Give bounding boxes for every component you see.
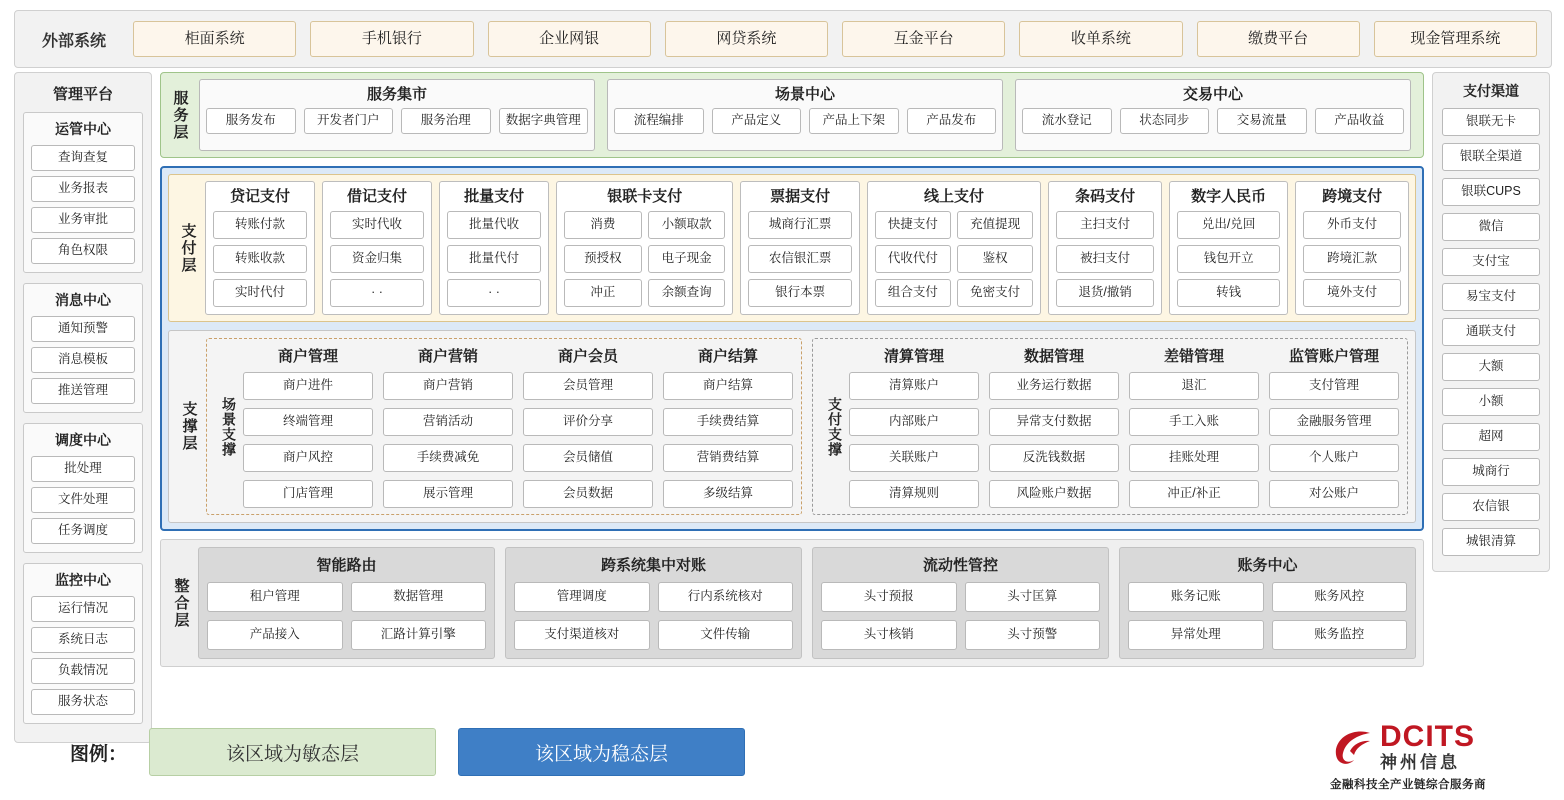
integration-item[interactable]: 汇路计算引擎: [351, 620, 487, 650]
payment-item[interactable]: 农信银汇票: [748, 245, 851, 273]
payment-item[interactable]: 转钱: [1177, 279, 1280, 307]
payment-item[interactable]: 跨境汇款: [1303, 245, 1401, 273]
integration-item[interactable]: 头寸预报: [821, 582, 957, 612]
payment-item[interactable]: 退货/撤销: [1056, 279, 1154, 307]
support-item[interactable]: 支付管理: [1269, 372, 1399, 400]
service-item[interactable]: 流水登记: [1022, 108, 1112, 134]
external-system-item[interactable]: 企业网银: [488, 21, 651, 57]
legend-agile-chip: 该区域为敏态层: [149, 728, 436, 776]
sidebar-group-monitor: [23, 563, 143, 724]
channel-item[interactable]: 银联全渠道: [1442, 143, 1540, 171]
payment-item[interactable]: 鉴权: [957, 245, 1033, 273]
management-platform-sidebar: [14, 72, 152, 743]
service-item[interactable]: 数据字典管理: [499, 108, 589, 134]
payment-channels-title: 支付渠道: [1463, 83, 1519, 99]
support-item[interactable]: 业务运行数据: [989, 372, 1119, 400]
external-systems-title: 外部系统: [41, 32, 106, 50]
group-title: 差错管理: [1163, 348, 1224, 365]
sidebar-item[interactable]: 消息模板: [31, 347, 135, 373]
support-item[interactable]: 展示管理: [383, 480, 513, 508]
group-title: 商户会员: [557, 348, 618, 365]
external-systems-list: [133, 21, 1551, 57]
sidebar-item[interactable]: 任务调度: [31, 518, 135, 544]
service-item[interactable]: 开发者门户: [304, 108, 394, 134]
group-title: 条码支付: [1075, 188, 1136, 205]
integration-item[interactable]: 头寸核销: [821, 620, 957, 650]
support-item[interactable]: 多级结算: [663, 480, 793, 508]
integration-item[interactable]: 账务记账: [1128, 582, 1264, 612]
payment-item[interactable]: 主扫支付: [1056, 211, 1154, 239]
integration-item[interactable]: 数据管理: [351, 582, 487, 612]
channel-item[interactable]: 易宝支付: [1442, 283, 1540, 311]
support-item[interactable]: 商户进件: [243, 372, 373, 400]
external-systems-bar: [14, 10, 1552, 68]
legend: [70, 728, 745, 776]
service-item[interactable]: 服务发布: [206, 108, 296, 134]
architecture-main: [160, 72, 1424, 667]
integration-group-accounting: [1119, 547, 1416, 659]
payment-group-debit: [322, 181, 432, 315]
channel-item[interactable]: 银联无卡: [1442, 108, 1540, 136]
service-layer-tag: 服务层: [171, 89, 189, 141]
sidebar-item[interactable]: 角色权限: [31, 238, 135, 264]
payment-item[interactable]: 实时代付: [213, 279, 307, 307]
payment-item[interactable]: 批量代付: [447, 245, 541, 273]
integration-item[interactable]: 产品接入: [207, 620, 343, 650]
payment-item[interactable]: 消费: [564, 211, 642, 239]
external-system-item[interactable]: 收单系统: [1019, 21, 1182, 57]
support-pane-tag: 场景支撑: [221, 396, 237, 457]
logo-cn-text: 神州信息: [1380, 753, 1460, 772]
support-item[interactable]: 金融服务管理: [1269, 408, 1399, 436]
service-item[interactable]: 服务治理: [401, 108, 491, 134]
channel-item[interactable]: 农信银: [1442, 493, 1540, 521]
support-item[interactable]: 挂账处理: [1129, 444, 1259, 472]
integration-item[interactable]: 行内系统核对: [658, 582, 794, 612]
support-group-regulatory-account: [1269, 345, 1399, 508]
channel-item[interactable]: 微信: [1442, 213, 1540, 241]
group-title: 服务集市: [366, 86, 427, 103]
group-title: 线上支付: [923, 188, 984, 205]
payment-item[interactable]: 预授权: [564, 245, 642, 273]
payment-item[interactable]: 转账付款: [213, 211, 307, 239]
sidebar-item[interactable]: 推送管理: [31, 378, 135, 404]
sidebar-group-operation: [23, 112, 143, 273]
support-item[interactable]: 评价分享: [523, 408, 653, 436]
group-title: 监管账户管理: [1288, 348, 1379, 365]
payment-item[interactable]: 转账收款: [213, 245, 307, 273]
support-item[interactable]: 商户营销: [383, 372, 513, 400]
sidebar-item[interactable]: 业务报表: [31, 176, 135, 202]
service-layer: [160, 72, 1424, 158]
group-title: 票据支付: [770, 188, 831, 205]
payment-item[interactable]: 充值提现: [957, 211, 1033, 239]
support-item[interactable]: 营销费结算: [663, 444, 793, 472]
integration-item[interactable]: 账务风控: [1272, 582, 1408, 612]
support-pane-tag: 支付支撑: [827, 396, 843, 457]
sidebar-item[interactable]: 批处理: [31, 456, 135, 482]
support-item[interactable]: 风险账户数据: [989, 480, 1119, 508]
sidebar-group-title: 监控中心: [55, 572, 111, 588]
channel-item[interactable]: 银联CUPS: [1442, 178, 1540, 206]
stable-zone: [160, 166, 1424, 531]
support-item[interactable]: 商户风控: [243, 444, 373, 472]
payment-group-batch: [439, 181, 549, 315]
support-item[interactable]: 营销活动: [383, 408, 513, 436]
sidebar-item[interactable]: 服务状态: [31, 689, 135, 715]
group-title: 数字人民币: [1191, 188, 1267, 205]
support-item[interactable]: 对公账户: [1269, 480, 1399, 508]
external-system-item[interactable]: 网贷系统: [665, 21, 828, 57]
legend-label: 图例：: [70, 743, 128, 765]
sidebar-item[interactable]: 负载情况: [31, 658, 135, 684]
group-title: 跨系统集中对账: [600, 557, 706, 574]
payment-item[interactable]: 电子现金: [648, 245, 726, 273]
group-title: 数据管理: [1023, 348, 1084, 365]
support-item[interactable]: 退汇: [1129, 372, 1259, 400]
support-item[interactable]: 内部账户: [849, 408, 979, 436]
sidebar-title: 管理平台: [52, 86, 113, 103]
support-group-merchant-member: [523, 345, 653, 508]
support-item[interactable]: 终端管理: [243, 408, 373, 436]
integration-item[interactable]: 支付渠道核对: [514, 620, 650, 650]
group-title: 商户管理: [277, 348, 338, 365]
service-group-scenario: [607, 79, 1003, 151]
payment-item[interactable]: 资金归集: [330, 245, 424, 273]
support-layer-tag: 支撑层: [180, 401, 198, 452]
service-item[interactable]: 交易流量: [1217, 108, 1307, 134]
integration-item[interactable]: 管理调度: [514, 582, 650, 612]
support-item[interactable]: 会员数据: [523, 480, 653, 508]
payment-group-digital-rmb: [1169, 181, 1288, 315]
group-title: 交易中心: [1182, 86, 1243, 103]
integration-item[interactable]: 异常处理: [1128, 620, 1264, 650]
support-group-clearing: [849, 345, 979, 508]
support-group-error-mgmt: [1129, 345, 1259, 508]
sidebar-item[interactable]: 通知预警: [31, 316, 135, 342]
payment-group-credit: [205, 181, 315, 315]
sidebar-group-schedule: [23, 423, 143, 553]
integration-item[interactable]: 文件传输: [658, 620, 794, 650]
support-item[interactable]: 反洗钱数据: [989, 444, 1119, 472]
payment-item[interactable]: 小额取款: [648, 211, 726, 239]
support-group-merchant-mgmt: [243, 345, 373, 508]
payment-item[interactable]: 代收代付: [875, 245, 951, 273]
payment-item[interactable]: 批量代收: [447, 211, 541, 239]
service-item[interactable]: 流程编排: [614, 108, 704, 134]
support-pane-payment: [812, 338, 1408, 515]
payment-item[interactable]: 被扫支付: [1056, 245, 1154, 273]
support-pane-scenario: [206, 338, 802, 515]
group-title: 清算管理: [883, 348, 944, 365]
support-group-data-mgmt: [989, 345, 1119, 508]
external-system-item[interactable]: 互金平台: [842, 21, 1005, 57]
support-item[interactable]: 手续费结算: [663, 408, 793, 436]
group-title: 借记支付: [347, 188, 408, 205]
external-system-item[interactable]: 手机银行: [310, 21, 473, 57]
external-system-item[interactable]: 现金管理系统: [1374, 21, 1537, 57]
payment-layer-tag: 支付层: [179, 222, 197, 274]
external-system-item[interactable]: 柜面系统: [133, 21, 296, 57]
payment-layer: [168, 174, 1416, 322]
payment-group-cross-border: [1295, 181, 1409, 315]
support-group-merchant-settlement: [663, 345, 793, 508]
integration-group-smart-routing: [198, 547, 495, 659]
integration-layer: [160, 539, 1424, 667]
sidebar-group-title: 调度中心: [55, 432, 111, 448]
channel-item[interactable]: 大额: [1442, 353, 1540, 381]
payment-item[interactable]: 外币支付: [1303, 211, 1401, 239]
payment-item[interactable]: 免密支付: [957, 279, 1033, 307]
group-title: 银联卡支付: [607, 188, 683, 205]
group-title: 场景中心: [774, 86, 835, 103]
support-layer: [168, 330, 1416, 523]
legend-stable-chip: 该区域为稳态层: [458, 728, 745, 776]
support-item[interactable]: 清算规则: [849, 480, 979, 508]
channel-item[interactable]: 城银清算: [1442, 528, 1540, 556]
payment-item[interactable]: 境外支付: [1303, 279, 1401, 307]
payment-group-draft: [740, 181, 859, 315]
support-item[interactable]: 个人账户: [1269, 444, 1399, 472]
payment-item[interactable]: 快捷支付: [875, 211, 951, 239]
group-title: 批量支付: [464, 188, 525, 205]
support-item[interactable]: 门店管理: [243, 480, 373, 508]
service-group-market: [199, 79, 595, 151]
sidebar-item[interactable]: 运行情况: [31, 596, 135, 622]
support-group-merchant-marketing: [383, 345, 513, 508]
company-logo: [1330, 722, 1550, 792]
service-item[interactable]: 状态同步: [1120, 108, 1210, 134]
service-item[interactable]: 产品收益: [1315, 108, 1405, 134]
group-title: 流动性管控: [922, 557, 998, 574]
support-item[interactable]: 关联账户: [849, 444, 979, 472]
support-item[interactable]: 会员储值: [523, 444, 653, 472]
channel-item[interactable]: 支付宝: [1442, 248, 1540, 276]
channel-item[interactable]: 超网: [1442, 423, 1540, 451]
payment-group-unionpay-card: [556, 181, 733, 315]
support-item[interactable]: 商户结算: [663, 372, 793, 400]
group-title: 跨境支付: [1322, 188, 1383, 205]
integration-item[interactable]: 租户管理: [207, 582, 343, 612]
service-item[interactable]: 产品上下架: [809, 108, 899, 134]
group-title: 智能路由: [316, 557, 377, 574]
group-title: 账务中心: [1237, 557, 1298, 574]
support-item[interactable]: 会员管理: [523, 372, 653, 400]
service-group-transaction: [1015, 79, 1411, 151]
channel-item[interactable]: 城商行: [1442, 458, 1540, 486]
support-item[interactable]: 清算账户: [849, 372, 979, 400]
sidebar-item[interactable]: 查询查复: [31, 145, 135, 171]
integration-group-liquidity: [812, 547, 1109, 659]
payment-item[interactable]: 城商行汇票: [748, 211, 851, 239]
sidebar-item[interactable]: 系统日志: [31, 627, 135, 653]
support-item[interactable]: 冲正/补正: [1129, 480, 1259, 508]
sidebar-item[interactable]: 业务审批: [31, 207, 135, 233]
payment-item[interactable]: 兑出/兑回: [1177, 211, 1280, 239]
payment-group-online: [867, 181, 1042, 315]
support-item[interactable]: 手工入账: [1129, 408, 1259, 436]
sidebar-item[interactable]: 文件处理: [31, 487, 135, 513]
payment-group-barcode: [1048, 181, 1162, 315]
group-title: 商户结算: [697, 348, 758, 365]
integration-group-reconciliation: [505, 547, 802, 659]
group-title: 贷记支付: [230, 188, 291, 205]
payment-item[interactable]: 冲正: [564, 279, 642, 307]
logo-slogan: 金融科技全产业链综合服务商: [1330, 779, 1486, 791]
logo-en-text: DCITS: [1380, 720, 1475, 753]
support-item[interactable]: 异常支付数据: [989, 408, 1119, 436]
payment-item[interactable]: · ·: [330, 279, 424, 307]
channel-item[interactable]: 通联支付: [1442, 318, 1540, 346]
service-item[interactable]: 产品发布: [907, 108, 997, 134]
payment-item[interactable]: 组合支付: [875, 279, 951, 307]
channel-item[interactable]: 小额: [1442, 388, 1540, 416]
integration-item[interactable]: 账务监控: [1272, 620, 1408, 650]
payment-item[interactable]: 银行本票: [748, 279, 851, 307]
payment-item[interactable]: 实时代收: [330, 211, 424, 239]
sidebar-group-message: [23, 283, 143, 413]
payment-item[interactable]: 余额查询: [648, 279, 726, 307]
integration-layer-tag: 整合层: [172, 577, 190, 629]
integration-item[interactable]: 头寸匡算: [965, 582, 1101, 612]
group-title: 商户营销: [417, 348, 478, 365]
integration-item[interactable]: 头寸预警: [965, 620, 1101, 650]
dcits-mark-icon: [1330, 727, 1374, 767]
service-item[interactable]: 产品定义: [712, 108, 802, 134]
payment-item[interactable]: 钱包开立: [1177, 245, 1280, 273]
payment-item[interactable]: · ·: [447, 279, 541, 307]
external-system-item[interactable]: 缴费平台: [1197, 21, 1360, 57]
sidebar-group-title: 运管中心: [55, 121, 111, 137]
sidebar-group-title: 消息中心: [55, 292, 111, 308]
payment-channels-panel: [1432, 72, 1550, 572]
support-item[interactable]: 手续费减免: [383, 444, 513, 472]
